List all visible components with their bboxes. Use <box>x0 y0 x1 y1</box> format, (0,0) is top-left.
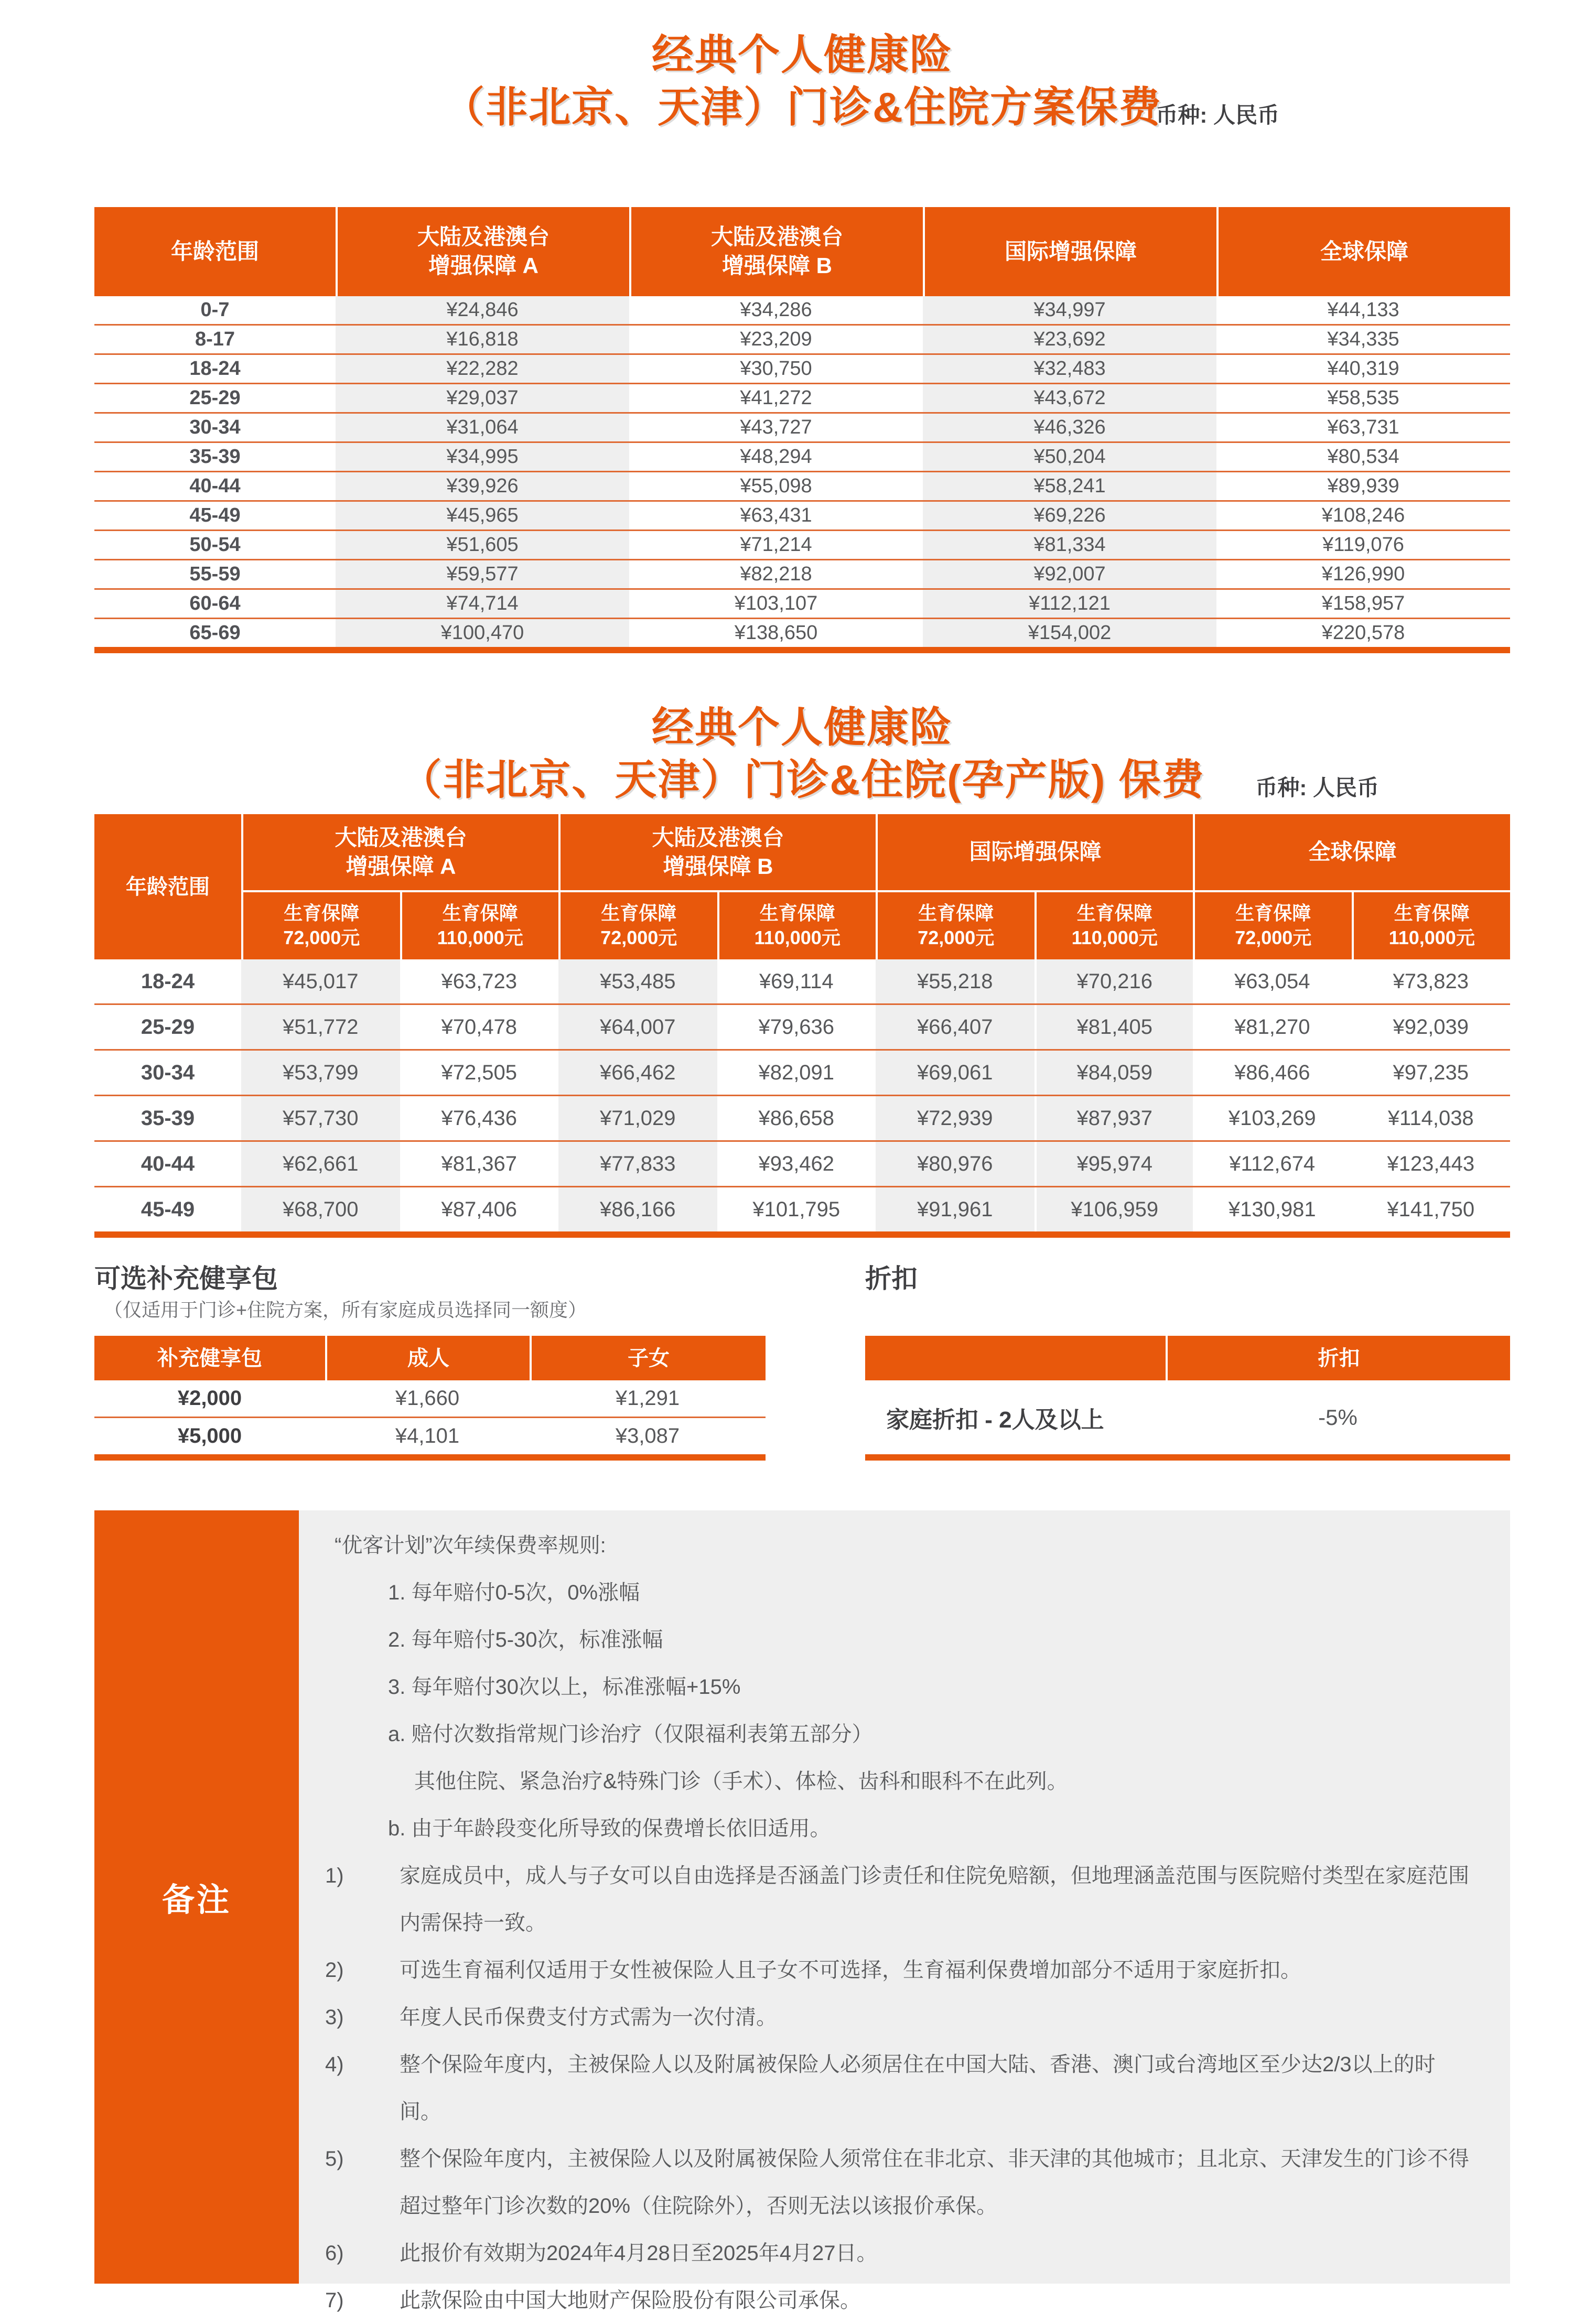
page-title-1-line1: 经典个人健康险 <box>652 31 953 78</box>
note-item-marker: 6) <box>325 2242 344 2265</box>
table-row <box>94 619 1510 647</box>
premium-cell-plan-b: ¥30,750 <box>740 358 812 380</box>
premium-cell: ¥87,406 <box>441 1197 518 1221</box>
note-item <box>299 2041 1473 2135</box>
premium-cell: ¥95,974 <box>1035 1142 1193 1186</box>
premium-cell: ¥93,462 <box>758 1152 835 1175</box>
table-row <box>94 1380 766 1418</box>
premium-cell-plan-b: ¥48,294 <box>740 446 812 468</box>
note-item-marker <box>299 1616 388 1663</box>
addon-column-header-adult: 成人 <box>325 1336 530 1380</box>
premium-cell-plan-b: ¥34,286 <box>740 299 812 321</box>
table-row <box>94 355 1510 384</box>
premium-cell-plan-a: ¥39,926 <box>336 472 629 500</box>
premium-cell-international: ¥154,002 <box>923 619 1216 647</box>
premium-cell: ¥45,017 <box>241 959 400 1003</box>
column-header-worldwide: 全球保障 <box>1216 207 1510 296</box>
age-range-cell: 40-44 <box>141 1152 195 1175</box>
discount-table-header <box>865 1336 1510 1380</box>
note-item <box>299 1947 1473 1994</box>
table-row <box>94 1142 1510 1187</box>
addon-adult-price-cell: ¥1,660 <box>395 1387 460 1410</box>
premium-cell: ¥112,674 <box>1229 1152 1316 1175</box>
premium-cell-international: ¥32,483 <box>923 355 1216 383</box>
premium-cell-plan-a: ¥74,714 <box>336 590 629 618</box>
table-row <box>94 1418 766 1454</box>
group-header-worldwide: 全球保障 <box>1193 814 1510 890</box>
table-row <box>94 590 1510 619</box>
premium-cell-worldwide: ¥119,076 <box>1322 534 1404 556</box>
premium-cell: ¥81,367 <box>441 1152 518 1175</box>
table-row <box>94 326 1510 355</box>
note-item-marker <box>299 1758 414 1805</box>
premium-cell-plan-a: ¥59,577 <box>336 560 629 588</box>
premium-cell: ¥63,054 <box>1234 969 1310 993</box>
premium-cell: ¥57,730 <box>241 1096 400 1140</box>
addon-child-price-cell: ¥1,291 <box>615 1387 680 1410</box>
column-header-age: 年龄范围 <box>126 875 210 899</box>
note-item-text: 可选生育福利仅适用于女性被保险人且子女不可选择，生育福利保费增加部分不适用于家庭折扣。 <box>400 1959 1301 1982</box>
premium-cell-international: ¥112,121 <box>923 590 1216 618</box>
note-item-text: a. 赔付次数指常规门诊治疗（仅限福利表第五部分） <box>388 1723 873 1746</box>
sub-header-intl-110k: 生育保障 110,000元 <box>1035 890 1193 959</box>
addon-heading-block <box>94 1258 766 1322</box>
addon-column-header-child: 子女 <box>530 1336 766 1380</box>
table-row <box>94 443 1510 472</box>
premium-cell: ¥62,661 <box>241 1142 400 1186</box>
premium-cell: ¥73,823 <box>1393 969 1469 993</box>
premium-cell: ¥114,038 <box>1387 1106 1474 1130</box>
premium-cell-plan-b: ¥138,650 <box>734 622 818 644</box>
premium-cell-plan-b: ¥55,098 <box>740 475 812 497</box>
premium-cell: ¥70,478 <box>441 1015 518 1039</box>
age-range-cell: 65-69 <box>189 622 241 644</box>
premium-cell-worldwide: ¥89,939 <box>1327 475 1399 497</box>
addon-adult-price-cell: ¥4,101 <box>395 1424 460 1447</box>
premium-cell-plan-a: ¥45,965 <box>336 502 629 529</box>
age-range-cell: 35-39 <box>141 1106 195 1130</box>
premium-cell-plan-a: ¥31,064 <box>336 414 629 441</box>
premium-table-maternity <box>94 814 1510 1238</box>
addon-table <box>94 1336 766 1461</box>
note-item-marker: 4) <box>325 2053 344 2076</box>
age-range-cell: 40-44 <box>189 475 241 497</box>
table-row <box>94 560 1510 590</box>
premium-cell-international: ¥69,226 <box>923 502 1216 529</box>
premium-cell: ¥70,216 <box>1035 959 1193 1003</box>
note-item-marker: 1) <box>325 1864 344 1887</box>
note-item-marker <box>299 1569 388 1616</box>
age-range-cell: 25-29 <box>141 1015 195 1039</box>
premium-cell: ¥130,981 <box>1228 1197 1316 1221</box>
premium-cell: ¥92,039 <box>1393 1015 1469 1039</box>
premium-cell-plan-a: ¥24,846 <box>336 296 629 324</box>
note-item-text: 此报价有效期为2024年4月28日至2025年4月27日。 <box>400 2242 878 2265</box>
addon-amount-cell: ¥2,000 <box>177 1387 242 1410</box>
premium-cell-plan-a: ¥51,605 <box>336 531 629 559</box>
table-row <box>94 959 1510 1005</box>
premium-cell: ¥91,961 <box>876 1187 1035 1231</box>
premium-cell-international: ¥58,241 <box>923 472 1216 500</box>
note-item-text: 整个保险年度内，主被保险人以及附属被保险人必须居住在中国大陆、香港、澳门或台湾地区至少达2/3以上的时间。 <box>400 2053 1436 2123</box>
addon-table-body <box>94 1380 766 1454</box>
premium-table-main-body <box>94 296 1510 647</box>
premium-cell: ¥76,436 <box>441 1106 518 1130</box>
family-discount-label: 家庭折扣 - 2人及以上 <box>886 1407 1104 1433</box>
premium-cell: ¥66,407 <box>876 1005 1035 1049</box>
section2-title-block <box>94 701 1510 806</box>
note-item-text: 此款保险由中国大地财产保险股份有限公司承保。 <box>400 2289 861 2312</box>
note-item-text: 整个保险年度内，主被保险人以及附属被保险人须常住在非北京、非天津的其他城市；且北京、天津发生的门诊不得超过整年门诊次数的20%（住院除外），否则无法以该报价承保。 <box>400 2147 1469 2218</box>
note-item-marker: 3) <box>325 2006 344 2029</box>
group-header-plan-b: 大陆及港澳台 增强保障 B <box>558 814 876 890</box>
premium-table-maternity-body <box>94 959 1510 1231</box>
premium-cell: ¥87,937 <box>1035 1096 1193 1140</box>
premium-cell-worldwide: ¥126,990 <box>1321 563 1405 585</box>
premium-cell: ¥55,218 <box>876 959 1035 1003</box>
premium-cell-worldwide: ¥80,534 <box>1327 446 1399 468</box>
premium-cell: ¥101,795 <box>752 1197 841 1221</box>
premium-cell-worldwide: ¥158,957 <box>1321 592 1405 614</box>
table-row <box>94 414 1510 443</box>
note-item-marker: 2) <box>325 1959 344 1982</box>
premium-cell-plan-b: ¥103,107 <box>734 592 818 614</box>
column-header-international: 国际增强保障 <box>923 207 1216 296</box>
note-item <box>299 1994 1473 2041</box>
premium-cell: ¥97,235 <box>1393 1061 1469 1084</box>
sub-header-a-72k: 生育保障 72,000元 <box>241 890 400 959</box>
note-item-text: 2. 每年赔付5-30次，标准涨幅 <box>388 1628 663 1651</box>
notes-body <box>299 1510 1510 2312</box>
family-discount-value: -5% <box>1318 1404 1357 1430</box>
note-item-text: 家庭成员中，成人与子女可以自由选择是否涵盖门诊责任和住院免赔额，但地理涵盖范围与医院赔付类型在家庭范围内需保持一致。 <box>400 1864 1469 1934</box>
premium-cell-plan-b: ¥43,727 <box>740 416 812 438</box>
note-item-text: 3. 每年赔付30次以上，标准涨幅+15% <box>388 1676 741 1699</box>
premium-table-main <box>94 207 1510 653</box>
premium-cell: ¥79,636 <box>758 1015 835 1039</box>
premium-cell-worldwide: ¥40,319 <box>1327 358 1399 380</box>
premium-cell: ¥81,270 <box>1234 1015 1310 1039</box>
premium-cell-worldwide: ¥58,535 <box>1327 387 1399 409</box>
premium-cell: ¥72,939 <box>876 1096 1035 1140</box>
addon-column-header-package: 补充健享包 <box>157 1346 262 1370</box>
premium-cell: ¥103,269 <box>1228 1106 1316 1130</box>
note-item-text: “优客计划”次年续保费率规则: <box>335 1534 606 1557</box>
premium-cell-plan-b: ¥71,214 <box>740 534 812 556</box>
age-range-cell: 45-49 <box>189 504 241 526</box>
discount-heading-block <box>865 1258 918 1295</box>
premium-cell: ¥72,505 <box>441 1061 518 1084</box>
note-item <box>299 1663 1473 1711</box>
addon-table-header <box>94 1336 766 1380</box>
note-item <box>299 2277 1473 2324</box>
sub-header-ww-72k: 生育保障 72,000元 <box>1193 890 1352 959</box>
age-range-cell: 35-39 <box>189 446 241 468</box>
addon-heading: 可选补充健享包 <box>94 1264 278 1293</box>
premium-cell: ¥141,750 <box>1387 1197 1475 1221</box>
age-range-cell: 0-7 <box>200 299 230 321</box>
small-tables-row <box>94 1336 1510 1461</box>
sub-header-a-110k: 生育保障 110,000元 <box>400 890 559 959</box>
page-title-1-line2: （非北京、天津）门诊&住院方案保费 <box>443 84 1162 131</box>
note-item <box>299 1805 1473 1852</box>
premium-cell: ¥123,443 <box>1387 1152 1475 1175</box>
note-item-text: 年度人民币保费支付方式需为一次付清。 <box>400 2006 777 2029</box>
note-item <box>299 1569 1473 1616</box>
premium-cell-international: ¥34,997 <box>923 296 1216 324</box>
column-header-age: 年龄范围 <box>170 239 259 264</box>
section1-title-block <box>94 29 1510 134</box>
note-item-marker <box>299 1522 335 1569</box>
premium-cell-plan-a: ¥100,470 <box>336 619 629 647</box>
premium-cell-international: ¥46,326 <box>923 414 1216 441</box>
note-item-marker: 7) <box>325 2289 344 2312</box>
group-header-plan-a: 大陆及港澳台 增强保障 A <box>241 814 558 890</box>
premium-cell-plan-b: ¥63,431 <box>740 504 812 526</box>
premium-table-main-header <box>94 207 1510 296</box>
table-row <box>94 472 1510 502</box>
premium-cell: ¥82,091 <box>758 1061 835 1084</box>
age-range-cell: 30-34 <box>189 416 241 438</box>
premium-cell-plan-a: ¥34,995 <box>336 443 629 471</box>
table-row <box>94 531 1510 560</box>
note-item-marker: 5) <box>325 2147 344 2170</box>
premium-cell-plan-b: ¥41,272 <box>740 387 812 409</box>
age-range-cell: 18-24 <box>141 969 195 993</box>
premium-cell-international: ¥50,204 <box>923 443 1216 471</box>
premium-cell: ¥106,959 <box>1035 1187 1193 1231</box>
premium-cell: ¥69,114 <box>759 969 834 993</box>
currency-note-2: 币种: 人民币 <box>1255 775 1379 800</box>
sub-header-ww-110k: 生育保障 110,000元 <box>1352 890 1511 959</box>
premium-cell: ¥71,029 <box>558 1096 717 1140</box>
table-row <box>94 296 1510 326</box>
note-item <box>299 2230 1473 2277</box>
addon-child-price-cell: ¥3,087 <box>615 1424 680 1447</box>
discount-table <box>865 1336 1510 1461</box>
discount-table-row <box>865 1380 1510 1454</box>
note-item <box>299 2135 1473 2230</box>
note-item-text: b. 由于年龄段变化所导致的保费增长依旧适用。 <box>388 1817 831 1840</box>
premium-cell-worldwide: ¥220,578 <box>1321 622 1405 644</box>
addon-heading-note: （仅适用于门诊+住院方案，所有家庭成员选择同一额度） <box>104 1299 587 1321</box>
premium-cell: ¥66,462 <box>558 1051 717 1095</box>
age-range-cell: 25-29 <box>189 387 241 409</box>
page-title-2-line2: （非北京、天津）门诊&住院(孕产版) 保费 <box>400 756 1205 803</box>
age-range-cell: 60-64 <box>189 592 241 614</box>
note-item <box>299 1711 1473 1758</box>
premium-cell: ¥86,658 <box>758 1106 835 1130</box>
table-row <box>94 1005 1510 1051</box>
premium-cell-international: ¥43,672 <box>923 384 1216 412</box>
table-row <box>94 502 1510 531</box>
note-item <box>299 1852 1473 1947</box>
premium-cell-plan-a: ¥22,282 <box>336 355 629 383</box>
premium-cell: ¥68,700 <box>241 1187 400 1231</box>
age-range-cell: 45-49 <box>141 1197 195 1221</box>
premium-cell-plan-b: ¥82,218 <box>740 563 812 585</box>
note-item-marker <box>299 1711 388 1758</box>
sub-header-b-72k: 生育保障 72,000元 <box>558 890 717 959</box>
note-item-text: 1. 每年赔付0-5次，0%涨幅 <box>388 1581 640 1604</box>
discount-column-header: 折扣 <box>1166 1336 1510 1380</box>
group-header-international: 国际增强保障 <box>876 814 1193 890</box>
premium-cell: ¥51,772 <box>241 1005 400 1049</box>
table-row <box>94 1187 1510 1231</box>
column-header-plan-a: 大陆及港澳台 增强保障 A <box>336 207 629 296</box>
premium-cell-plan-b: ¥23,209 <box>740 328 812 350</box>
note-item-marker <box>299 1805 388 1852</box>
premium-cell: ¥86,166 <box>558 1187 717 1231</box>
premium-cell: ¥81,405 <box>1035 1005 1193 1049</box>
premium-cell: ¥77,833 <box>558 1142 717 1186</box>
table-row <box>94 1096 1510 1142</box>
premium-cell: ¥84,059 <box>1035 1051 1193 1095</box>
discount-heading: 折扣 <box>865 1264 918 1293</box>
premium-cell: ¥53,485 <box>558 959 717 1003</box>
column-header-plan-b: 大陆及港澳台 增强保障 B <box>629 207 923 296</box>
notes-label: 备注 <box>94 1510 299 2284</box>
age-range-cell: 18-24 <box>189 358 241 380</box>
addon-amount-cell: ¥5,000 <box>177 1424 242 1447</box>
page-title-2-line1: 经典个人健康险 <box>652 704 953 751</box>
premium-cell-international: ¥23,692 <box>923 326 1216 353</box>
premium-cell-worldwide: ¥63,731 <box>1327 416 1399 438</box>
premium-cell: ¥53,799 <box>241 1051 400 1095</box>
premium-cell: ¥80,976 <box>876 1142 1035 1186</box>
note-item <box>299 1616 1473 1663</box>
sub-header-b-110k: 生育保障 110,000元 <box>717 890 876 959</box>
premium-cell-worldwide: ¥44,133 <box>1327 299 1399 321</box>
sub-section-headings <box>94 1258 1510 1322</box>
premium-cell: ¥69,061 <box>876 1051 1035 1095</box>
note-item <box>299 1522 1473 1569</box>
premium-cell-plan-a: ¥29,037 <box>336 384 629 412</box>
premium-cell-worldwide: ¥34,335 <box>1327 328 1399 350</box>
premium-cell: ¥64,007 <box>558 1005 717 1049</box>
note-item <box>299 1758 1473 1805</box>
discount-header-empty-cell <box>865 1336 1166 1380</box>
note-item-text: 其他住院、紧急治疗&特殊门诊（手术）、体检、齿科和眼科不在此列。 <box>414 1770 1068 1793</box>
notes-section <box>94 1510 1510 2312</box>
age-range-cell: 8-17 <box>195 328 235 350</box>
premium-cell-plan-a: ¥16,818 <box>336 326 629 353</box>
premium-cell-international: ¥81,334 <box>923 531 1216 559</box>
age-range-cell: 50-54 <box>189 534 241 556</box>
age-range-cell: 30-34 <box>141 1061 195 1084</box>
sub-header-intl-72k: 生育保障 72,000元 <box>876 890 1035 959</box>
table-row <box>94 384 1510 414</box>
currency-note-1: 币种: 人民币 <box>1156 103 1279 127</box>
premium-cell-worldwide: ¥108,246 <box>1321 504 1405 526</box>
age-range-cell: 55-59 <box>189 563 241 585</box>
premium-table-maternity-header <box>94 814 1510 959</box>
note-item-marker <box>299 1663 388 1711</box>
table-row <box>94 1051 1510 1096</box>
premium-cell-international: ¥92,007 <box>923 560 1216 588</box>
premium-cell: ¥86,466 <box>1234 1061 1310 1084</box>
premium-cell: ¥63,723 <box>441 969 518 993</box>
